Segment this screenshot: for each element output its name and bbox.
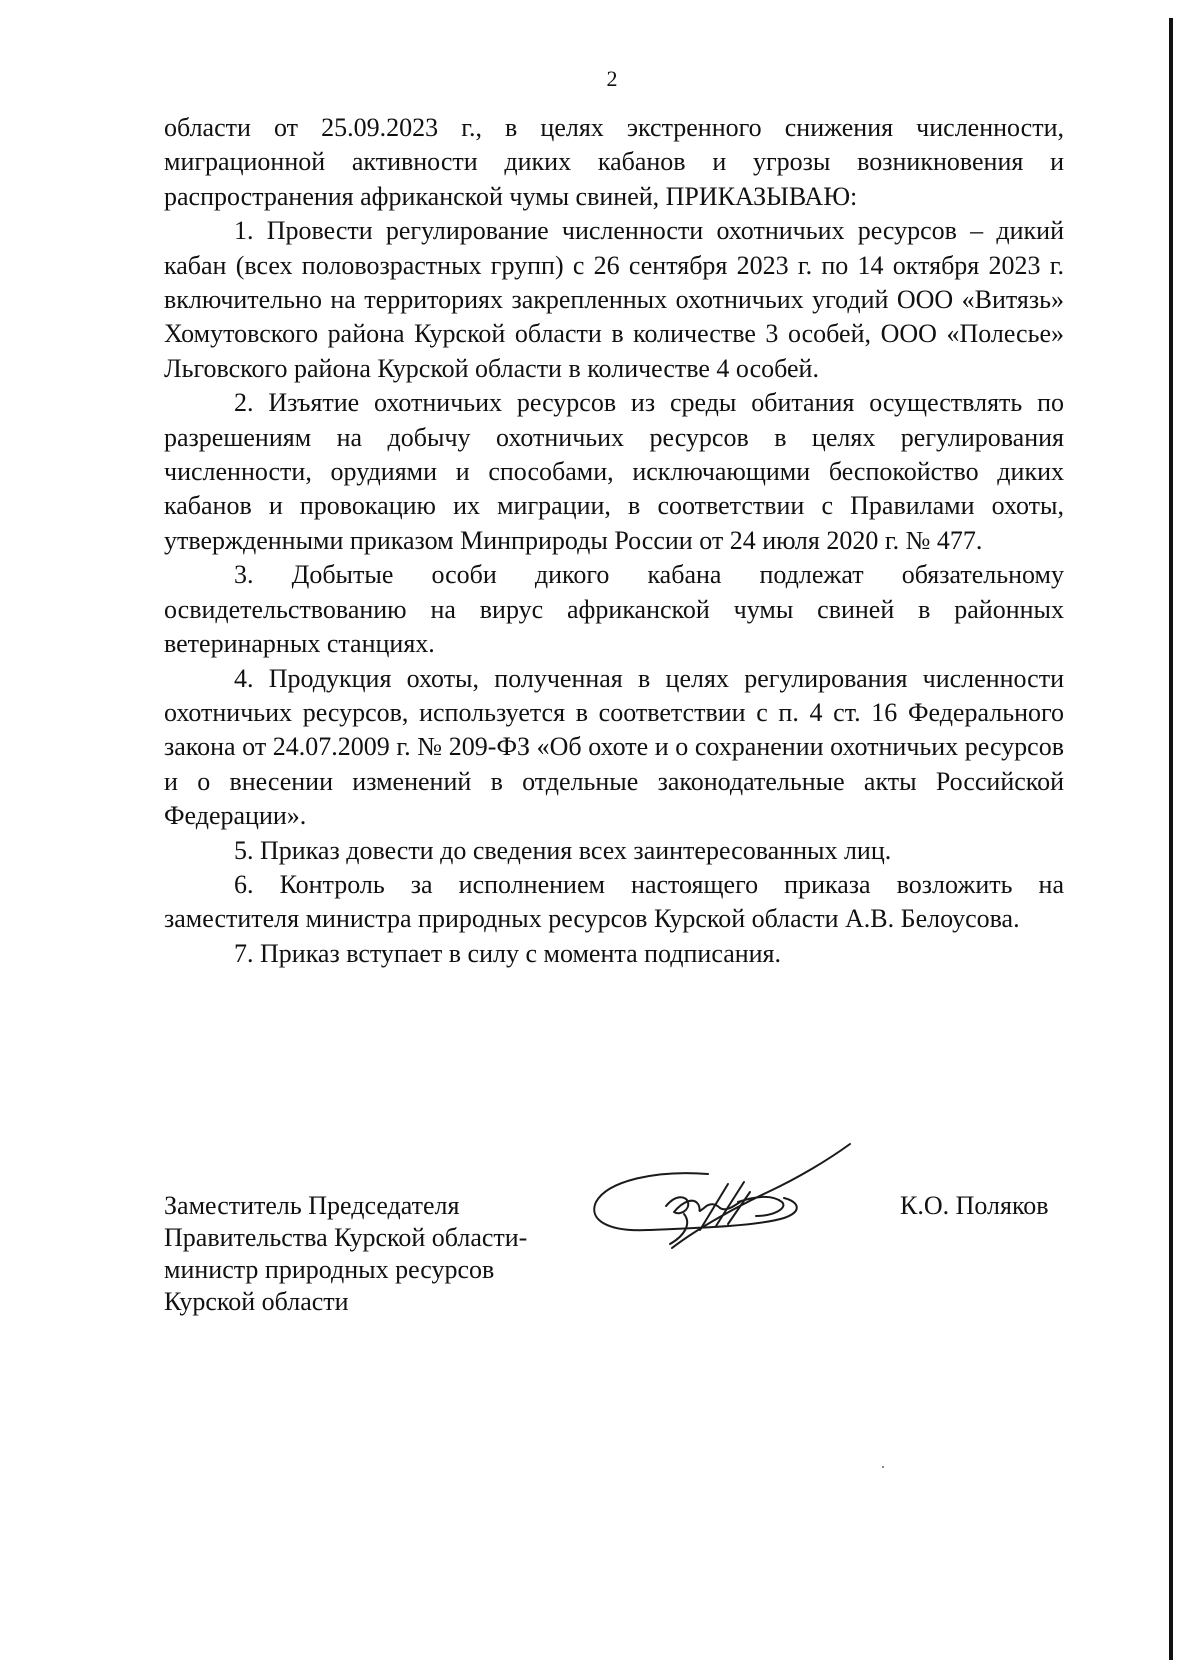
order-item-3: 3. Добытые особи дикого кабана подлежат обязательному освидетельствованию на вирус африканской чумы свиней в районных ветеринарных станциях. [164,560,1064,659]
signatory-position-line: Правительства Курской области- [164,1223,528,1252]
order-item-6: 6. Контроль за исполнением настоящего приказа возложить на заместителя министра природных ресурсов Курской области А.В. Белоусова. [164,869,1064,934]
order-item-7: 7. Приказ вступает в силу с момента подписания. [234,938,782,968]
page-number: 2 [606,66,618,91]
signatory-position-line: министр природных ресурсов [164,1255,495,1284]
signatory-position-line: Заместитель Председателя [164,1191,460,1220]
signatory-position [164,1190,527,1318]
order-item-1: 1. Провести регулирование численности охотничьих ресурсов – дикий кабан (всех половозрастных групп) с 26 сентября 2023 г. по 14 октября 2023 г. включительно на территориях закрепленных охотничьих угодий ООО «Витязь» Хомутовского района Курской области в количестве 3 особей, ООО «Полесье» Льговского района Курской области в количестве 4 особей. [164,216,1064,383]
order-item-5: 5. Приказ довести до сведения всех заинтересованных лиц. [234,835,892,865]
intro-paragraph: области от 25.09.2023 г., в целях экстренного снижения численности, миграционной активности диких кабанов и угрозы возникновения и распространения африканской чумы свиней, ПРИКАЗЫВАЮ: [164,113,1064,211]
order-item-2: 2. Изъятие охотничьих ресурсов из среды обитания осуществлять по разрешениям на добычу охотничьих ресурсов в целях регулирования численности, орудиями и способами, исключающими беспокойство диких кабанов и провокацию их миграции, в соответствии с Правилами охоты, утвержденными приказом Минприроды России от 24 июля 2020 г. № 477. [164,388,1064,555]
order-item-4: 4. Продукция охоты, полученная в целях регулирования численности охотничьих ресурсов, используется в соответствии с п. 4 ст. 16 Федерального закона от 24.07.2009 г. № 209-ФЗ «Об охоте и о сохранении охотничьих ресурсов и о внесении изменений в отдельные законодательные акты Российской Федерации». [164,663,1064,831]
signatory-name: К.О. Поляков [900,1191,1049,1220]
scan-speck [882,1466,884,1468]
signatory-position-line: Курской области [164,1287,349,1316]
scan-edge-line [1169,18,1173,1660]
document-body [164,111,1064,971]
handwritten-signature-icon [588,1140,858,1270]
